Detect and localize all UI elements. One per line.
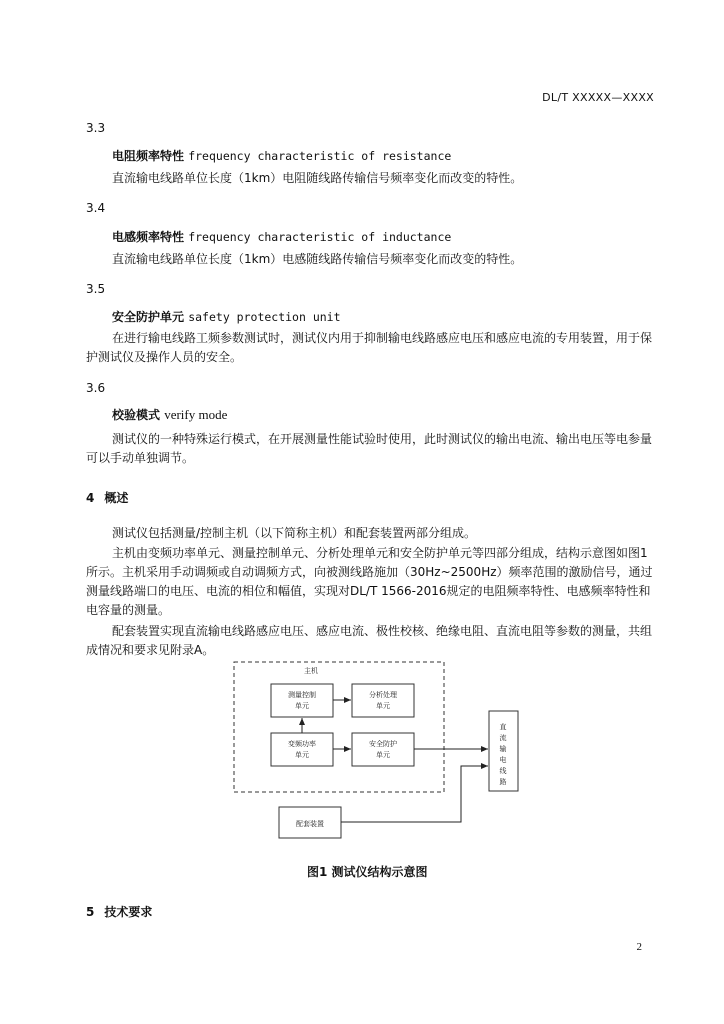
chapter-number: 5 bbox=[86, 905, 95, 919]
dc-line-char-2: 流 bbox=[499, 734, 507, 742]
safety-unit-box bbox=[352, 733, 414, 766]
measure-control-unit-label-1: 测量控制 bbox=[288, 691, 316, 699]
term-en: safety protection unit bbox=[188, 310, 341, 324]
term-zh: 电阻频率特性 bbox=[112, 149, 185, 163]
vf-power-unit-box bbox=[271, 733, 333, 766]
vf-power-unit-label-1: 变频功率 bbox=[288, 740, 316, 748]
analysis-unit-label-2: 单元 bbox=[376, 702, 390, 710]
host-boundary bbox=[234, 662, 444, 792]
dc-line-char-6: 路 bbox=[499, 778, 507, 786]
term-zh: 校验模式 bbox=[112, 408, 161, 422]
chapter-title: 技术要求 bbox=[104, 905, 153, 919]
section-number-3-4: 3.4 bbox=[86, 201, 106, 215]
definition-3-3: 直流输电线路单位长度（1km）电阻随线路传输信号频率变化而改变的特性。 bbox=[112, 171, 523, 185]
definition-3-6: 测试仪的一种特殊运行模式，在开展测量性能试验时使用，此时测试仪的输出电流、输出电压等电参量可以手动单独调节。 bbox=[86, 432, 653, 465]
measure-control-unit-label-2: 单元 bbox=[295, 702, 309, 710]
section-number-3-3: 3.3 bbox=[86, 121, 106, 135]
chapter-number: 4 bbox=[86, 491, 95, 505]
safety-unit-label-1: 安全防护 bbox=[369, 740, 397, 748]
measure-control-unit-box bbox=[271, 684, 333, 717]
analysis-unit-box bbox=[352, 684, 414, 717]
host-label: 主机 bbox=[304, 667, 318, 675]
section-number-3-5: 3.5 bbox=[86, 282, 106, 296]
overview-paragraph-1: 测试仪包括测量/控制主机（以下简称主机）和配套装置两部分组成。 bbox=[112, 526, 477, 540]
term-en: verify mode bbox=[164, 407, 228, 422]
section-number-3-6: 3.6 bbox=[86, 381, 106, 395]
definition-3-4: 直流输电线路单位长度（1km）电感随线路传输信号频率变化而改变的特性。 bbox=[112, 252, 523, 266]
term-en: frequency characteristic of resistance bbox=[188, 149, 452, 163]
dc-line-char-4: 电 bbox=[499, 756, 507, 764]
overview-paragraph-3: 配套装置实现直流输电线路感应电压、感应电流、极性校核、绝缘电阻、直流电阻等参数的测量，共组成情况和要求见附录A。 bbox=[86, 624, 653, 657]
overview-paragraph-2: 主机由变频功率单元、测量控制单元、分析处理单元和安全防护单元等四部分组成，结构示意图如图1所示。主机采用手动调频或自动调频方式，向被测线路施加（30Hz~2500Hz）频率范围的激励信号，通过测量线路端口的电压、电流的相位和幅值，实现对DL/T 1566-2016规定的电阻频率特性、电感频率特性和电容量的测量。 bbox=[86, 546, 653, 617]
term-zh: 安全防护单元 bbox=[112, 310, 185, 324]
safety-unit-label-2: 单元 bbox=[376, 751, 390, 759]
chapter-title: 概述 bbox=[104, 491, 129, 505]
vf-power-unit-label-2: 单元 bbox=[295, 751, 309, 759]
page-number: 2 bbox=[636, 941, 642, 953]
dc-line-char-5: 线 bbox=[499, 767, 507, 775]
arrow-accessory-to-line bbox=[341, 766, 488, 822]
definition-3-5: 在进行输电线路工频参数测试时，测试仪内用于抑制输电线路感应电压和感应电流的专用装置，用于保护测试仪及操作人员的安全。 bbox=[86, 331, 653, 364]
dc-line-char-1: 直 bbox=[499, 723, 507, 731]
accessory-label: 配套装置 bbox=[296, 820, 324, 828]
term-en: frequency characteristic of inductance bbox=[188, 230, 452, 244]
term-zh: 电感频率特性 bbox=[112, 230, 185, 244]
analysis-unit-label-1: 分析处理 bbox=[369, 691, 397, 699]
dc-line-char-3: 输 bbox=[499, 745, 507, 753]
document-id-header: DL/T XXXXX—XXXX bbox=[542, 91, 654, 104]
chapter-5-heading bbox=[86, 903, 152, 920]
figure-caption: 图1 测试仪结构示意图 bbox=[307, 865, 428, 879]
